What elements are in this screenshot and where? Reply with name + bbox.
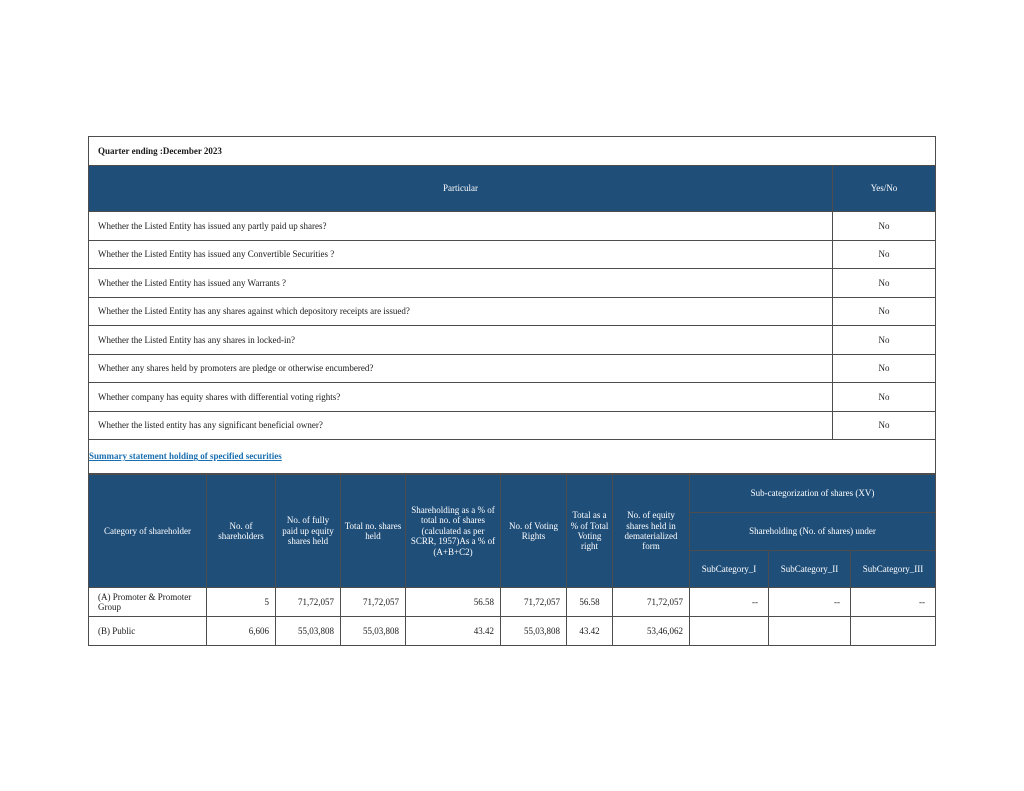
declaration-answer: No [833,383,936,412]
voting-rights-header: No. of Voting Rights [501,475,567,588]
demat-cell: 53,46,062 [613,617,690,646]
declaration-answer: No [833,411,936,440]
shareholding-pct-cell: 56.58 [406,588,501,617]
demat-cell: 71,72,057 [613,588,690,617]
voting-rights-cell: 71,72,057 [501,588,567,617]
declaration-header [89,166,936,212]
total-shares-cell: 71,72,057 [341,588,406,617]
shareholding-under-header: Shareholding (No. of shares) under [690,513,936,551]
declaration-question: Whether the Listed Entity has issued any Convertible Securities ? [89,240,833,269]
fully-paid-cell: 55,03,808 [276,617,341,646]
total-shares-cell: 55,03,808 [341,617,406,646]
summary-title: Summary statement holding of specified securities [89,451,282,462]
fully-paid-cell: 71,72,057 [276,588,341,617]
disclosure-sheet [88,136,935,646]
total-voting-pct-header: Total as a % of Total Voting right [567,475,613,588]
total-voting-pct-cell: 56.58 [567,588,613,617]
particular-header: Particular [89,166,833,212]
declaration-row [89,297,936,326]
fully-paid-header: No. of fully paid up equity shares held [276,475,341,588]
subcategory-3-cell: -- [851,588,936,617]
subcategory-3-cell [851,617,936,646]
declaration-answer: No [833,212,936,241]
declaration-answer: No [833,326,936,355]
total-voting-pct-cell: 43.42 [567,617,613,646]
declaration-row [89,383,936,412]
subcategorization-header: Sub-categorization of shares (XV) [690,475,936,513]
declaration-answer: No [833,297,936,326]
declaration-question: Whether the Listed Entity has any shares against which depository receipts are issued? [89,297,833,326]
shareholding-pct-header: Shareholding as a % of total no. of shares (calculated as per SCRR, 1957)As a % of (A+B+C2) [406,475,501,588]
quarter-row [89,137,936,166]
subcategory-1-header: SubCategory_I [690,551,769,588]
demat-header: No. of equity shares held in dematerialized form [613,475,690,588]
declaration-row [89,269,936,298]
declaration-question: Whether the listed entity has any significant beneficial owner? [89,411,833,440]
total-shares-header: Total no. shares held [341,475,406,588]
declaration-answer: No [833,240,936,269]
num-shareholders-header: No. of shareholders [207,475,276,588]
shareholding-pct-cell: 43.42 [406,617,501,646]
table-row [89,617,936,646]
subcategory-2-cell: -- [769,588,851,617]
category-header: Category of shareholder [89,475,207,588]
declaration-question: Whether the Listed Entity has issued any Warrants ? [89,269,833,298]
quarter-title: Quarter ending :December 2023 [89,137,936,166]
yesno-header: Yes/No [833,166,936,212]
declaration-question: Whether company has equity shares with differential voting rights? [89,383,833,412]
subcategory-3-header: SubCategory_III [851,551,936,588]
subcategory-2-cell [769,617,851,646]
shareholding-header-row [89,475,936,513]
declaration-row [89,354,936,383]
declaration-question: Whether the Listed Entity has issued any partly paid up shares? [89,212,833,241]
declaration-row [89,411,936,440]
declaration-question: Whether any shares held by promoters are pledge or otherwise encumbered? [89,354,833,383]
summary-title-row [89,440,936,474]
declaration-row [89,326,936,355]
table-row [89,588,936,617]
category-cell: (B) Public [89,617,207,646]
num-shareholders-cell: 5 [207,588,276,617]
declaration-row [89,240,936,269]
declaration-answer: No [833,269,936,298]
num-shareholders-cell: 6,606 [207,617,276,646]
subcategory-1-cell: -- [690,588,769,617]
declaration-question: Whether the Listed Entity has any shares in locked-in? [89,326,833,355]
voting-rights-cell: 55,03,808 [501,617,567,646]
category-cell: (A) Promoter & Promoter Group [89,588,207,617]
declaration-answer: No [833,354,936,383]
shareholding-table [88,474,936,646]
subcategory-1-cell [690,617,769,646]
declaration-row [89,212,936,241]
subcategory-2-header: SubCategory_II [769,551,851,588]
declaration-table [88,136,936,474]
